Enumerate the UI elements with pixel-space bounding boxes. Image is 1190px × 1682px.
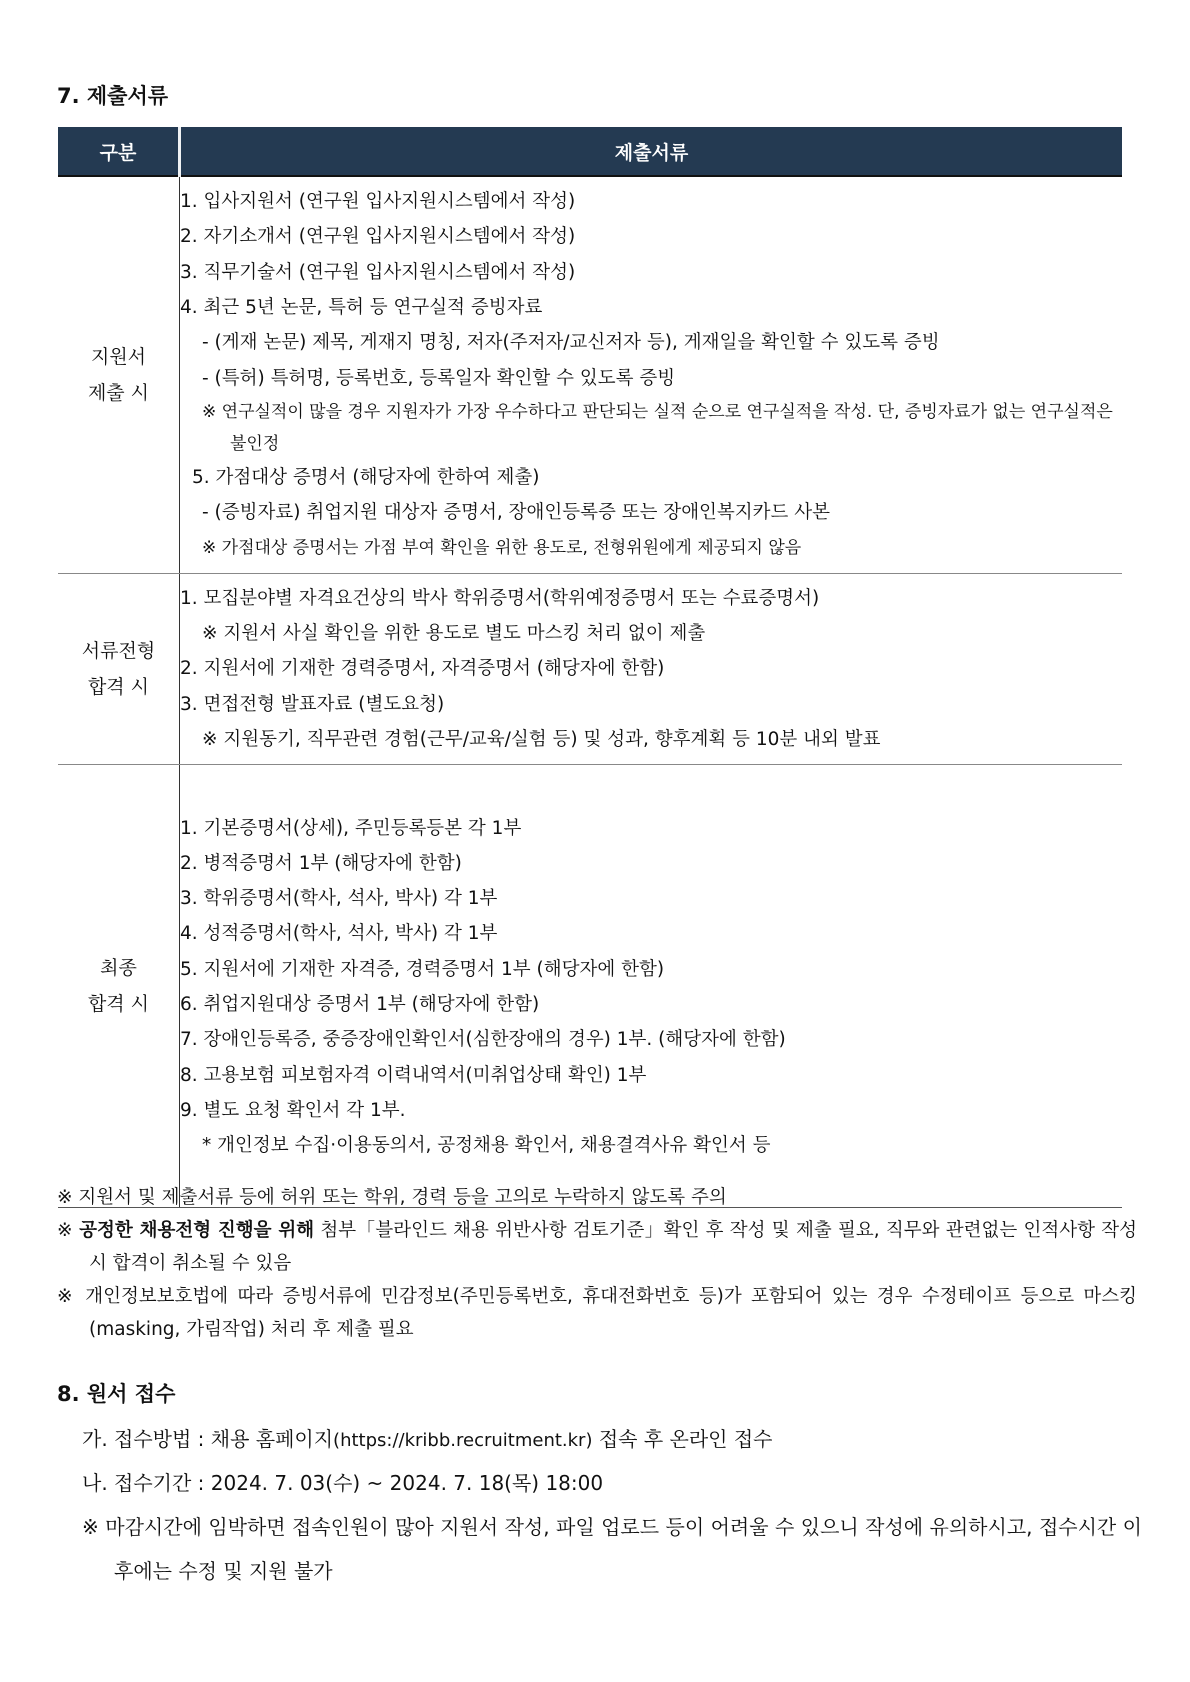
list-item: 3. 면접전형 발표자료 (별도요청) — [180, 693, 445, 715]
list-item: 3. 직무기술서 (연구원 입사지원시스템에서 작성) — [180, 261, 576, 283]
list-item-note: ※ 연구실적이 많을 경우 지원자가 가장 우수하다고 판단되는 실적 순으로 연구실적을 작성. 단, 증빙자료가 없는 연구실적은 불인정 — [202, 401, 1113, 454]
category-line: 합격 시 — [87, 993, 150, 1015]
list-item: 3. 학위증명서(학사, 석사, 박사) 각 1부 — [180, 888, 498, 910]
table-row — [58, 176, 1122, 574]
list-item: 1. 입사지원서 (연구원 입사지원시스템에서 작성) — [180, 191, 576, 213]
note-prefix: ※ — [57, 1220, 80, 1241]
list-item: 1. 기본증명서(상세), 주민등록등본 각 1부 — [180, 817, 522, 839]
documents-table — [58, 127, 1122, 1208]
header-category: 구분 — [58, 127, 180, 176]
row-category — [58, 574, 180, 765]
row-category — [58, 176, 180, 574]
list-item: 2. 지원서에 기재한 경력증명서, 자격증명서 (해당자에 한함) — [180, 658, 665, 680]
method-suffix: 접속 후 온라인 접수 — [592, 1427, 773, 1451]
category-line: 최종 — [100, 957, 137, 979]
list-item: 4. 최근 5년 논문, 특허 등 연구실적 증빙자료 — [180, 297, 543, 319]
list-item: 1. 모집분야별 자격요건상의 박사 학위증명서(학위예정증명서 또는 수료증명서) — [180, 587, 820, 609]
note-blind-hiring — [57, 1214, 1137, 1280]
section-7-notes — [57, 1181, 1137, 1346]
header-documents: 제출서류 — [180, 127, 1123, 176]
recruitment-url: (https://kribb.recruitment.kr) — [333, 1430, 593, 1451]
method-label: 가. 접수방법 : 채용 홈페이지 — [82, 1427, 334, 1451]
table-row — [58, 765, 1122, 1208]
row-items — [180, 574, 1123, 765]
list-item: 8. 고용보험 피보험자격 이력내역서(미취업상태 확인) 1부 — [180, 1064, 647, 1086]
section-7-title: 7. 제출서류 — [57, 84, 169, 108]
category-line: 합격 시 — [87, 676, 150, 698]
note-text: 첨부「블라인드 채용 위반사항 검토기준」확인 후 작성 및 제출 필요, 직무와 관련없는 인적사항 작성시 합격이 취소될 수 있음 — [89, 1220, 1137, 1274]
deadline-note: ※ 마감시간에 임박하면 접속인원이 많아 지원서 작성, 파일 업로드 등이 어려울 수 있으니 작성에 유의하시고, 접수시간 이후에는 수정 및 지원 불가 — [82, 1515, 1142, 1583]
table-row — [58, 574, 1122, 765]
note-emphasis: 공정한 채용전형 진행을 위해 — [79, 1220, 315, 1241]
note-falsification: ※ 지원서 및 제출서류 등에 허위 또는 학위, 경력 등을 고의로 누락하지 않도록 주의 — [57, 1187, 727, 1208]
section-8-title: 8. 원서 접수 — [57, 1382, 176, 1406]
note-privacy-masking: ※ 개인정보보호법에 따라 증빙서류에 민감정보(주민등록번호, 휴대전화번호 등)가 포함되어 있는 경우 수정테이프 등으로 마스킹(masking, 가림작업) 처리 후 제출 필요 — [57, 1286, 1137, 1340]
application-method — [82, 1418, 1142, 1462]
list-item-note: ※ 가점대상 증명서는 가점 부여 확인을 위한 용도로, 전형위원에게 제공되지 않음 — [202, 537, 802, 558]
category-line: 제출 시 — [87, 382, 150, 404]
list-item-note: * 개인정보 수집·이용동의서, 공정채용 확인서, 채용결격사유 확인서 등 — [202, 1135, 771, 1157]
list-item: 2. 병적증명서 1부 (해당자에 한함) — [180, 852, 462, 874]
table-header-row — [58, 127, 1122, 176]
category-line: 서류전형 — [81, 640, 156, 662]
section-8-body — [82, 1418, 1142, 1593]
row-items — [180, 176, 1123, 574]
row-items — [180, 765, 1123, 1208]
list-item: 5. 가점대상 증명서 (해당자에 한하여 제출) — [192, 466, 540, 488]
list-item: 6. 취업지원대상 증명서 1부 (해당자에 한함) — [180, 994, 540, 1015]
list-item: 4. 성적증명서(학사, 석사, 박사) 각 1부 — [180, 923, 498, 945]
list-item: - (증빙자료) 취업지원 대상자 증명서, 장애인등록증 또는 장애인복지카드 사본 — [202, 502, 831, 524]
list-item: 2. 자기소개서 (연구원 입사지원시스템에서 작성) — [180, 226, 576, 248]
list-item-note: ※ 지원동기, 직무관련 경험(근무/교육/실험 등) 및 성과, 향후계획 등 10분 내외 발표 — [202, 728, 881, 750]
list-item: 5. 지원서에 기재한 자격증, 경력증명서 1부 (해당자에 한함) — [180, 958, 665, 980]
list-item: - (게재 논문) 제목, 게재지 명칭, 저자(주저자/교신저자 등), 게재일을 확인할 수 있도록 증빙 — [202, 332, 940, 354]
list-item: 9. 별도 요청 확인서 각 1부. — [180, 1099, 406, 1121]
category-line: 지원서 — [90, 346, 147, 368]
application-period: 나. 접수기간 : 2024. 7. 03(수) ~ 2024. 7. 18(목) 18:00 — [82, 1471, 604, 1495]
list-item-note: ※ 지원서 사실 확인을 위한 용도로 별도 마스킹 처리 없이 제출 — [202, 623, 706, 645]
row-category — [58, 765, 180, 1208]
list-item: 7. 장애인등록증, 중증장애인확인서(심한장애의 경우) 1부. (해당자에 한함) — [180, 1029, 786, 1051]
list-item: - (특허) 특허명, 등록번호, 등록일자 확인할 수 있도록 증빙 — [202, 367, 676, 389]
